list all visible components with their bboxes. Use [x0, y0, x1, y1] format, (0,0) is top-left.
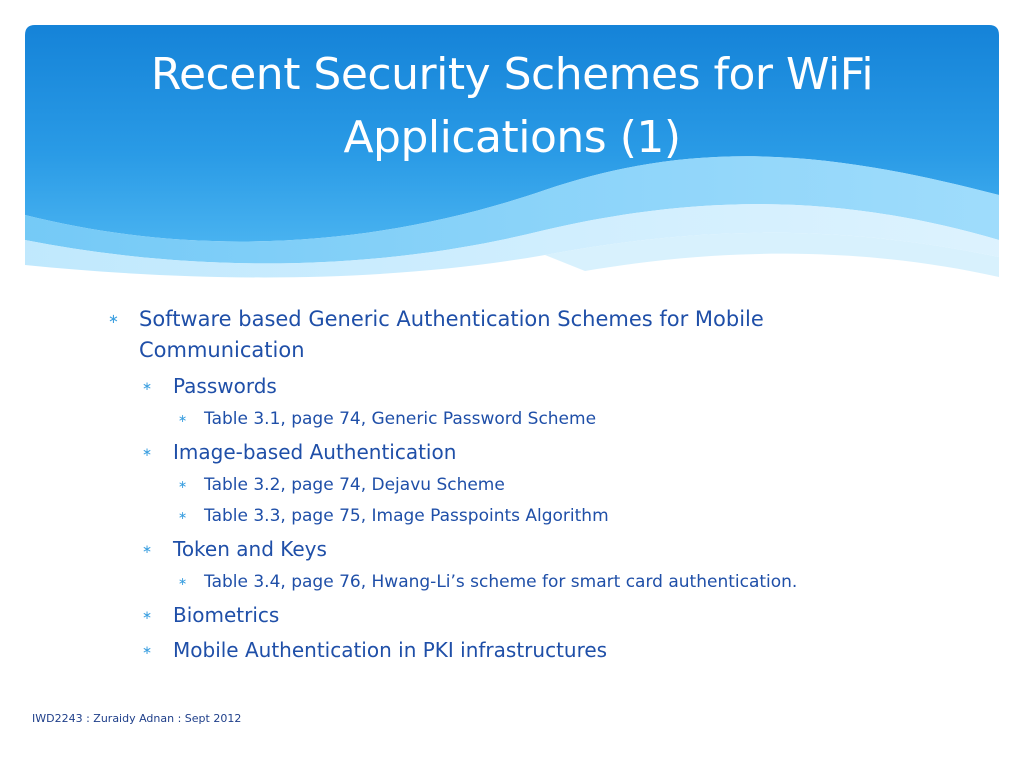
bullet-star-icon: ∗ [108, 312, 119, 327]
bullet-text: Table 3.3, page 75, Image Passpoints Algorithm [204, 506, 609, 526]
bullet-star-icon: ∗ [178, 575, 188, 588]
bullet-star-icon: ∗ [142, 643, 153, 657]
bullet-level-3 [108, 569, 928, 595]
bullet-level-2 [108, 600, 928, 630]
bullet-text: Biometrics [173, 603, 280, 627]
bullet-level-3 [108, 472, 928, 498]
bullet-text: Software based Generic Authentication Schemes for Mobile Communication [139, 307, 764, 362]
slide-title: Recent Security Schemes for WiFi Applications (1) [150, 49, 874, 163]
bullet-level-3 [108, 406, 928, 432]
bullet-text: Table 3.4, page 76, Hwang-Li’s scheme for smart card authentication. [204, 572, 798, 592]
bullet-star-icon: ∗ [178, 412, 188, 425]
bullet-star-icon: ∗ [178, 509, 188, 522]
bullet-level-2 [108, 534, 928, 564]
bullet-content [108, 304, 928, 665]
bullet-star-icon: ∗ [142, 542, 153, 556]
bullet-level-2 [108, 437, 928, 467]
bullet-level-3 [108, 503, 928, 529]
slide-footer: IWD2243 : Zuraidy Adnan : Sept 2012 [32, 712, 242, 725]
bullet-star-icon: ∗ [142, 445, 153, 459]
bullet-star-icon: ∗ [178, 478, 188, 491]
bullet-text: Table 3.1, page 74, Generic Password Scheme [204, 409, 597, 429]
bullet-text: Mobile Authentication in PKI infrastructures [173, 638, 608, 662]
bullet-level-2 [108, 371, 928, 401]
bullet-text: Token and Keys [173, 537, 327, 561]
bullet-text: Table 3.2, page 74, Dejavu Scheme [204, 475, 505, 495]
bullet-text: Image-based Authentication [173, 440, 457, 464]
bullet-list [108, 304, 928, 665]
bullet-text: Passwords [173, 374, 277, 398]
bullet-level-1 [108, 304, 928, 366]
bullet-level-2 [108, 635, 928, 665]
bullet-star-icon: ∗ [142, 379, 153, 393]
bullet-star-icon: ∗ [142, 608, 153, 622]
